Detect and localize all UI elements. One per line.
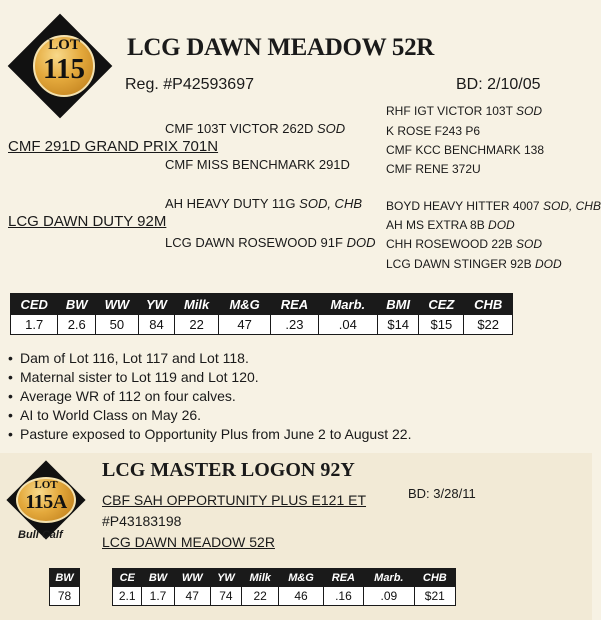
calf-epd-value: $21	[414, 587, 455, 606]
epd-header-mg: M&G	[219, 294, 271, 315]
calf-sire: CBF SAH OPPORTUNITY PLUS E121 ET	[102, 492, 367, 508]
calf-epd-value: 46	[279, 587, 323, 606]
calf-epd-table	[112, 568, 456, 606]
pedigree-dss: BOYD HEAVY HITTER 4007 SOD, CHB	[386, 199, 601, 213]
calf-epd-header: CHB	[414, 569, 455, 587]
epd-header-marb: Marb.	[318, 294, 377, 315]
calf-epd-value: .16	[323, 587, 363, 606]
epd-header-row	[11, 294, 513, 315]
calf-epd-value: 74	[210, 587, 241, 606]
calf-epd-value: 47	[174, 587, 210, 606]
calf-badge-number: 115A	[25, 491, 67, 513]
calf-dam: LCG DAWN MEADOW 52R	[102, 534, 275, 550]
note-item: • Average WR of 112 on four calves.	[8, 387, 411, 406]
epd-header-ced: CED	[11, 294, 58, 315]
pedigree-ddd: LCG DAWN STINGER 92B DOD	[386, 257, 562, 271]
calf-epd-header: M&G	[279, 569, 323, 587]
calf-title: LCG MASTER LOGON 92Y	[102, 459, 355, 481]
lot-title: LCG DAWN MEADOW 52R	[127, 34, 435, 61]
pedigree-sire-dam: CMF MISS BENCHMARK 291D	[165, 157, 350, 172]
pedigree-sire: CMF 291D GRAND PRIX 701N	[8, 138, 219, 155]
calf-epd-value: 1.7	[142, 587, 174, 606]
pedigree-dds: CHH ROSEWOOD 22B SOD	[386, 237, 543, 251]
calf-epd-value: .09	[364, 587, 415, 606]
note-item: • Maternal sister to Lot 119 and Lot 120.	[8, 368, 411, 387]
calf-bw-table	[49, 568, 80, 606]
calf-bw-header: BW	[50, 569, 80, 587]
epd-table	[10, 293, 513, 335]
epd-header-milk: Milk	[175, 294, 219, 315]
epd-value: .04	[318, 315, 377, 335]
pedigree-sss: RHF IGT VICTOR 103T SOD	[386, 104, 543, 118]
epd-header-chb: CHB	[464, 294, 513, 315]
calf-registration: #P43183198	[102, 513, 182, 529]
calf-epd-value: 2.1	[113, 587, 142, 606]
epd-value: 22	[175, 315, 219, 335]
calf-epd-header: Milk	[242, 569, 279, 587]
epd-value: $22	[464, 315, 513, 335]
lot-badge-label: LOT	[48, 37, 80, 53]
epd-header-bmi: BMI	[378, 294, 419, 315]
epd-value: 84	[138, 315, 175, 335]
calf-epd-header: Marb.	[364, 569, 415, 587]
pedigree-ssd: K ROSE F243 P6	[386, 124, 481, 138]
calf-epd-value: 22	[242, 587, 279, 606]
registration-number: Reg. #P42593697	[125, 76, 254, 93]
note-item: • Dam of Lot 116, Lot 117 and Lot 118.	[8, 349, 411, 368]
lot-badge-number: 115	[43, 53, 85, 85]
calf-bw-value: 78	[50, 587, 80, 606]
epd-header-rea: REA	[271, 294, 318, 315]
epd-value: $14	[378, 315, 419, 335]
pedigree-dsd: AH MS EXTRA 8B DOD	[386, 218, 515, 232]
epd-header-ww: WW	[96, 294, 139, 315]
calf-epd-value-row	[113, 587, 456, 606]
note-item: • AI to World Class on May 26.	[8, 406, 411, 425]
epd-value-row	[11, 315, 513, 335]
epd-value: 47	[219, 315, 271, 335]
epd-value: $15	[419, 315, 464, 335]
epd-value: 1.7	[11, 315, 58, 335]
calf-birth-date: BD: 3/28/11	[408, 486, 476, 501]
calf-epd-header: WW	[174, 569, 210, 587]
calf-epd-header-row	[113, 569, 456, 587]
lot-notes	[8, 349, 411, 444]
pedigree-sire-sire: CMF 103T VICTOR 262D SOD	[165, 121, 346, 136]
calf-epd-header: CE	[113, 569, 142, 587]
calf-epd-header: BW	[142, 569, 174, 587]
calf-caption: Bull Calf	[18, 529, 63, 541]
pedigree-dam: LCG DAWN DUTY 92M	[8, 213, 167, 230]
epd-value: 50	[96, 315, 139, 335]
epd-value: 2.6	[58, 315, 96, 335]
calf-epd-header: REA	[323, 569, 363, 587]
epd-header-bw: BW	[58, 294, 96, 315]
birth-date: BD: 2/10/05	[456, 76, 541, 93]
pedigree-sdd: CMF RENE 372U	[386, 162, 481, 176]
epd-header-cez: CEZ	[419, 294, 464, 315]
epd-header-yw: YW	[138, 294, 175, 315]
pedigree-dam-dam: LCG DAWN ROSEWOOD 91F DOD	[165, 235, 376, 250]
pedigree-sds: CMF KCC BENCHMARK 138	[386, 143, 545, 157]
note-item: • Pasture exposed to Opportunity Plus from June 2 to August 22.	[8, 425, 411, 444]
epd-value: .23	[271, 315, 318, 335]
calf-epd-header: YW	[210, 569, 241, 587]
pedigree-dam-sire: AH HEAVY DUTY 11G SOD, CHB	[165, 196, 362, 211]
calf-badge-label: LOT	[34, 479, 58, 491]
